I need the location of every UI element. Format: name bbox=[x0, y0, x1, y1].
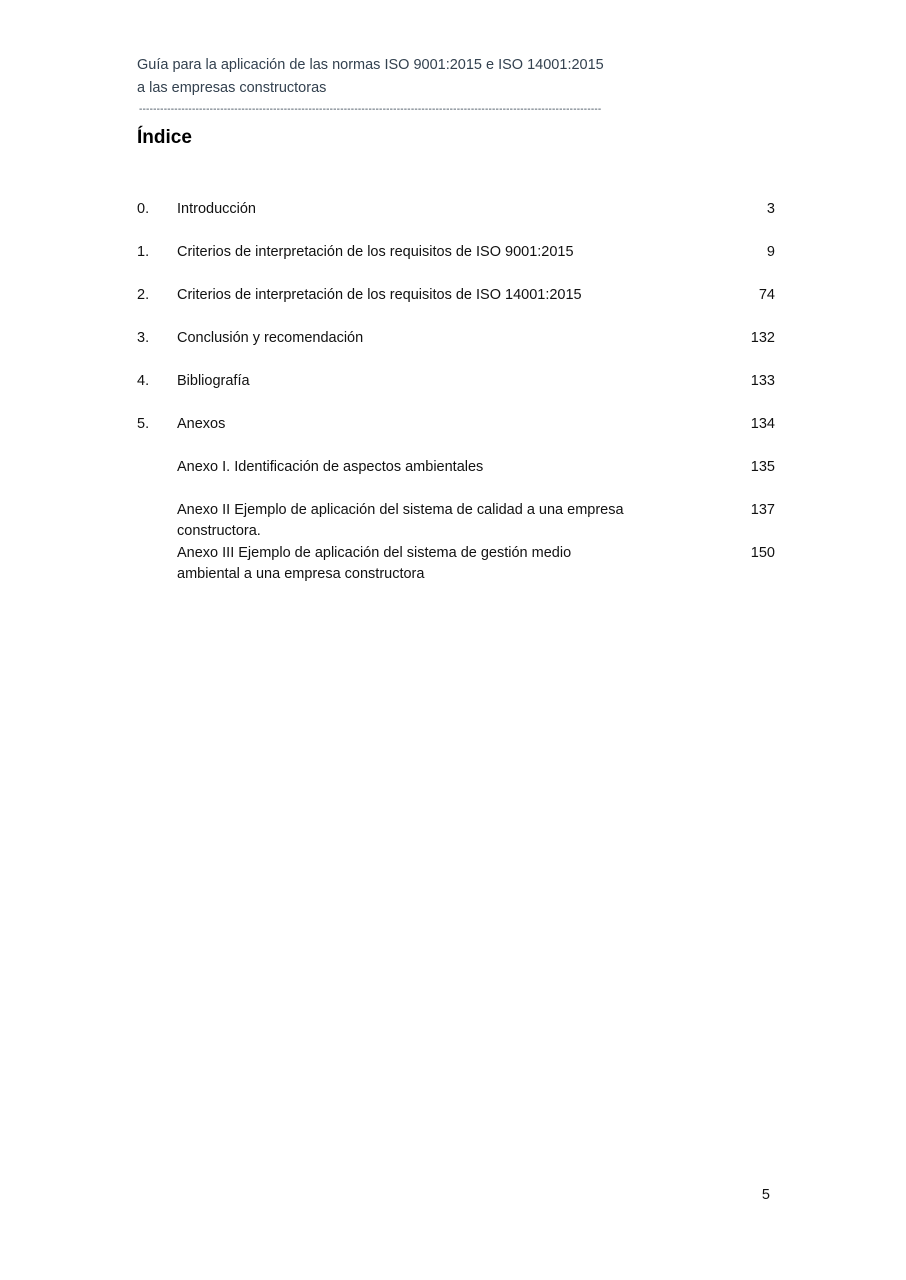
toc-entry-page: 135 bbox=[750, 459, 775, 475]
toc-entry-page: 3 bbox=[766, 201, 775, 217]
toc-entry-conclusion[interactable] bbox=[137, 328, 777, 349]
toc-entry-page: 133 bbox=[750, 373, 775, 389]
toc-entry-iso14001[interactable] bbox=[137, 285, 777, 306]
header-line-2: a las empresas constructoras bbox=[137, 80, 327, 96]
toc-entry-page: 74 bbox=[758, 287, 775, 303]
toc-entry-anexo-iii[interactable] bbox=[137, 543, 777, 585]
toc-entry-page: 137 bbox=[750, 502, 775, 518]
toc-entry-anexo-i[interactable] bbox=[137, 457, 777, 478]
toc-entry-anexo-ii[interactable] bbox=[137, 500, 777, 542]
toc-entry-page: 134 bbox=[750, 416, 775, 432]
toc-entry-number: 3. bbox=[137, 330, 150, 346]
toc-entry-page: 150 bbox=[750, 545, 775, 561]
toc-entry-title: Criterios de interpretación de los requisitos de ISO 9001:2015 bbox=[177, 244, 574, 260]
toc-entry-iso9001[interactable] bbox=[137, 242, 777, 263]
toc-entry-page: 9 bbox=[766, 244, 775, 260]
toc-entry-number: 2. bbox=[137, 287, 150, 303]
running-header bbox=[137, 54, 777, 100]
toc-entry-number: 0. bbox=[137, 201, 150, 217]
toc-entry-title: Anexo III Ejemplo de aplicación del sistema de gestión medio ambiental a una empresa constructora bbox=[177, 545, 572, 582]
toc-entry-bibliografia[interactable] bbox=[137, 371, 777, 392]
table-of-contents bbox=[137, 199, 777, 585]
toc-entry-number: 4. bbox=[137, 373, 150, 389]
toc-entry-introduccion[interactable] bbox=[137, 199, 777, 220]
toc-entry-title: Anexos bbox=[177, 416, 226, 432]
toc-entry-title: Anexo II Ejemplo de aplicación del sistema de calidad a una empresa constructora. bbox=[177, 502, 624, 539]
toc-entry-page: 132 bbox=[750, 330, 775, 346]
header-divider: ----------------------------------------------------------------------------------------------------------------------------------- bbox=[139, 104, 602, 115]
toc-entry-title: Bibliografía bbox=[177, 373, 250, 389]
toc-entry-title: Introducción bbox=[177, 201, 256, 217]
toc-entry-number: 5. bbox=[137, 416, 150, 432]
toc-entry-title: Criterios de interpretación de los requisitos de ISO 14001:2015 bbox=[177, 287, 582, 303]
page-number: 5 bbox=[761, 1187, 770, 1203]
page-title: Índice bbox=[137, 127, 192, 148]
toc-entry-number: 1. bbox=[137, 244, 150, 260]
toc-entry-title: Anexo I. Identificación de aspectos ambientales bbox=[177, 459, 484, 475]
toc-entry-title: Conclusión y recomendación bbox=[177, 330, 364, 346]
header-line-1: Guía para la aplicación de las normas ISO 9001:2015 e ISO 14001:2015 bbox=[137, 57, 604, 73]
toc-entry-anexos[interactable] bbox=[137, 414, 777, 435]
